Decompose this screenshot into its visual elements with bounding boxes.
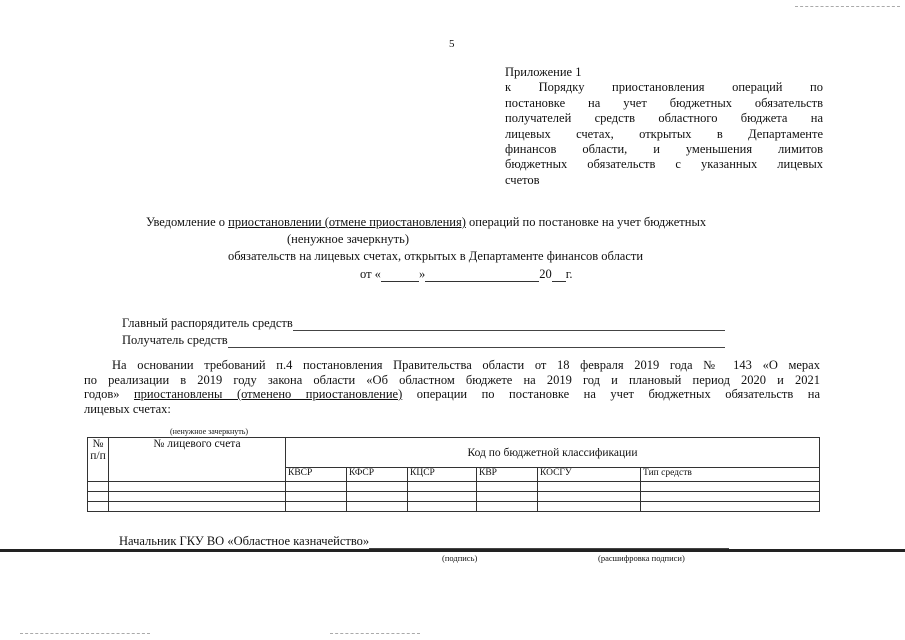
appendix-line: финансов области, и уменьшения лимитов [505,141,823,156]
recipient-field: Получатель средств [122,333,725,348]
appendix-line: счетов [505,172,540,187]
table-row [88,482,820,492]
appendix-block [505,65,823,188]
main-manager-field: Главный распорядитель средств [122,316,725,331]
notice-title: Уведомление о приостановлении (отмене приостановления) операций по постановке на учет бюджетных [146,215,707,229]
header-code-group: Код по бюджетной классификации [286,438,820,468]
appendix-line: к Порядку приостановления операций по [505,80,823,95]
appendix-line: получателей средств областного бюджета на [505,111,823,126]
appendix-line: бюджетных обязательств с указанных лицевых [505,157,823,172]
appendix-line: постановке на учет бюджетных обязательств [505,95,823,110]
treasury-head-signature: Начальник ГКУ ВО «Областное казначейство» [119,534,729,549]
page-divider [0,549,905,552]
header-kvsr: КВСР [286,468,347,482]
classification-table [87,437,820,512]
appendix-title: Приложение 1 [505,65,582,79]
table-row [88,492,820,502]
signature-decode-caption: (расшифровка подписи) [598,553,685,563]
signature-caption: (подпись) [442,553,478,563]
appendix-line: лицевых счетах, открытых в Департаменте [505,126,823,141]
notice-title-line2: обязательств на лицевых счетах, открытых в Департаменте финансов области [228,249,644,263]
header-kfsr: КФСР [347,468,408,482]
scan-edge-mark [330,633,420,634]
header-account: № лицевого счета [109,438,286,482]
strike-note: (ненужное зачеркнуть) [287,232,409,246]
scan-edge-mark [795,6,900,7]
notice-date: от « » 20 г. [360,267,573,281]
header-num: № п/п [88,438,109,482]
header-kvr: КВР [477,468,538,482]
scan-edge-mark [20,633,150,634]
header-kosgu: КОСГУ [538,468,641,482]
table-row [88,502,820,512]
header-fund-type: Тип средств [641,468,820,482]
page-number: 5 [449,38,455,50]
strike-note: (ненужное зачеркнуть) [170,427,249,436]
basis-paragraph: На основании требований п.4 постановления Правительства области от 18 февраля 2019 года № 143 «О мерах по реализации в 2019 году закона области «Об областном бюджете на 2019 год и плановый период 2020 и 2021 годов» приостановлены (отменено приостановление) операции по постановке на учет бюджетных обязательств на лицевых счетах: [84,358,820,416]
header-kcsr: КЦСР [408,468,477,482]
